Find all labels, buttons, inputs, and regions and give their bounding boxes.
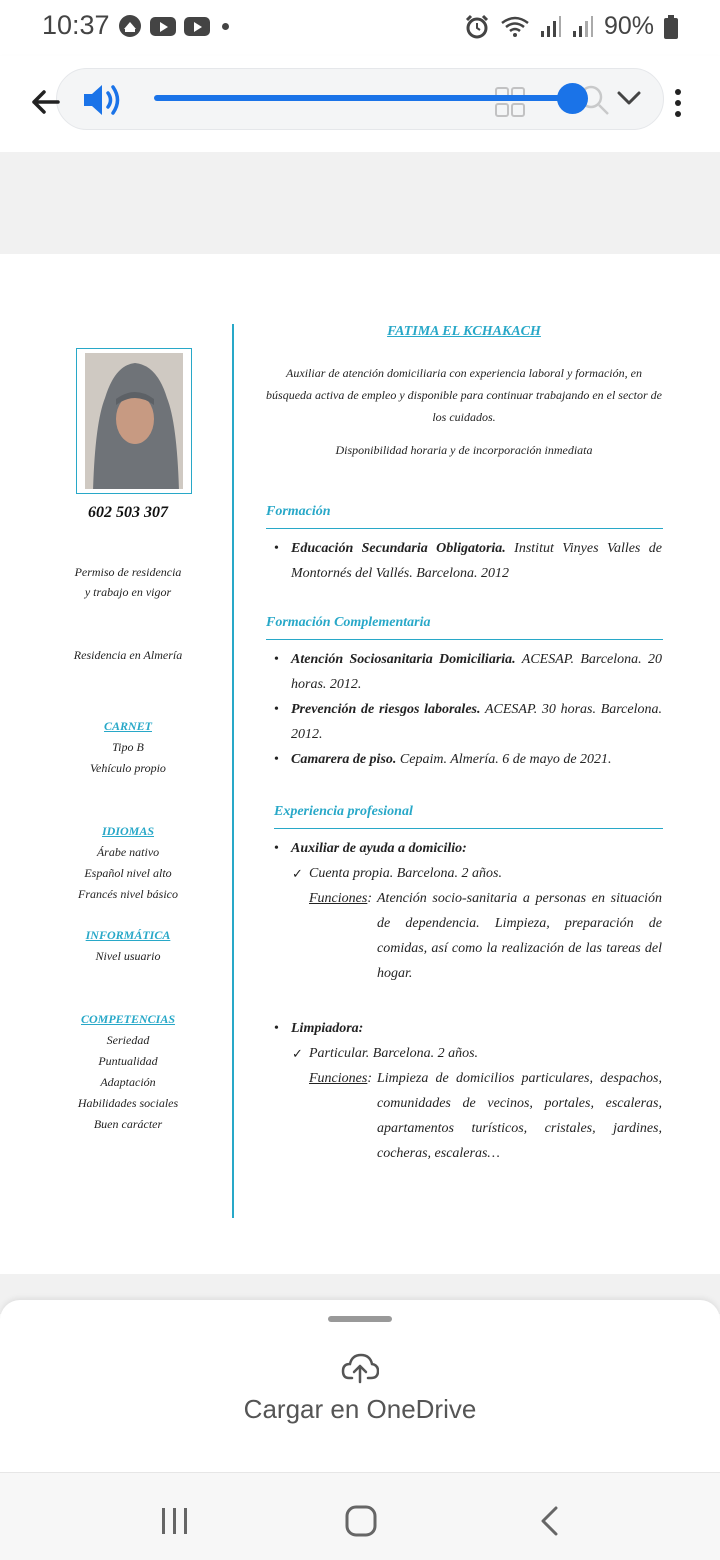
formacion-comp-list <box>274 647 662 772</box>
functions-text: Atención socio-sanitaria a personas en situación de dependencia. Limpieza, preparación de comidas, así como la realización de las tareas del hogar. <box>377 891 662 981</box>
viewer-background <box>0 152 720 254</box>
home-icon[interactable] <box>345 1505 377 1537</box>
cv-summary: Auxiliar de atención domiciliaria con experiencia laboral y formación, en búsqueda activa de empleo y disponible para continuar trabajando en el sector de los cuidados. <box>266 366 662 424</box>
competencia-item: Puntualidad <box>98 1054 158 1068</box>
volume-slider-track[interactable] <box>154 95 572 101</box>
carnet-item: Tipo B <box>112 740 144 754</box>
functions-label: Funciones <box>309 1071 368 1086</box>
cv-name: FATIMA EL KCHAKACH <box>387 324 541 339</box>
job-title: • Limpiadora: <box>274 1016 662 1041</box>
cv-availability: Disponibilidad horaria y de incorporación inmediata <box>335 443 593 457</box>
job-detail: ✓ Particular. Barcelona. 2 años. <box>274 1041 662 1066</box>
list-item: • Educación Secundaria Obligatoria. Institut Vinyes Valles de Montornés del Vallés. Barcelona. 2012 <box>274 536 662 586</box>
battery-icon <box>664 15 678 39</box>
cloud-upload-icon[interactable] <box>341 1352 379 1384</box>
informatica-section <box>40 925 216 967</box>
idiomas-section <box>40 821 216 905</box>
column-divider <box>232 324 234 1218</box>
more-options-icon[interactable] <box>672 88 684 118</box>
experiencia-heading: Experiencia profesional <box>274 804 663 829</box>
informatica-item: Nivel usuario <box>95 949 161 963</box>
cv-document <box>0 254 720 1274</box>
status-bar <box>0 0 720 56</box>
experiencia-list <box>274 836 662 1166</box>
idioma-item: Francés nivel básico <box>78 887 178 901</box>
residence: Residencia en Almería <box>73 648 183 662</box>
notification-icon <box>118 14 142 38</box>
competencia-item: Adaptación <box>100 1075 156 1089</box>
chevron-down-icon[interactable] <box>616 88 642 108</box>
upload-onedrive-button[interactable]: Cargar en OneDrive <box>243 1394 477 1424</box>
residence-permit <box>40 562 216 602</box>
permit-line-2: y trabajo en vigor <box>84 585 172 599</box>
carnet-section <box>40 716 216 779</box>
competencia-item: Buen carácter <box>93 1117 163 1131</box>
sheet-handle[interactable] <box>328 1316 392 1322</box>
recent-apps-icon[interactable] <box>160 1507 190 1535</box>
competencias-section <box>40 1009 216 1135</box>
list-item: • Camarera de piso. Cepaim. Almería. 6 de mayo de 2021. <box>274 747 662 772</box>
battery-percent: 90% <box>603 12 654 40</box>
list-item: • Prevención de riesgos laborales. ACESAP. 30 horas. Barcelona. 2012. <box>274 697 662 747</box>
informatica-heading: INFORMÁTICA <box>85 928 171 942</box>
formacion-list <box>274 536 662 586</box>
idioma-item: Español nivel alto <box>84 866 172 880</box>
back-arrow-icon[interactable] <box>28 84 64 120</box>
status-time: 10:37 <box>42 10 110 40</box>
competencia-item: Seriedad <box>106 1033 150 1047</box>
profile-photo <box>85 353 183 489</box>
navigation-bar <box>0 1472 720 1560</box>
competencia-item: Habilidades sociales <box>77 1096 179 1110</box>
youtube-icon <box>150 17 176 36</box>
grid-icon[interactable] <box>494 86 526 118</box>
functions-text: Limpieza de domicilios particulares, despachos, comunidades de vecinos, portales, escaleras, apartamentos turísticos, cristales, jardines, cocheras, escaleras… <box>377 1071 662 1161</box>
list-item: • Atención Sociosanitaria Domiciliaria. ACESAP. Barcelona. 20 horas. 2012. <box>274 647 662 697</box>
carnet-item: Vehículo propio <box>90 761 166 775</box>
idioma-item: Árabe nativo <box>96 845 160 859</box>
job-functions: Funciones: Atención socio-sanitaria a personas en situación de dependencia. Limpieza, preparación de comidas, así como la realización de las tareas del hogar. <box>309 886 662 986</box>
alarm-icon <box>464 14 490 40</box>
job-functions: Funciones: Limpieza de domicilios particulares, despachos, comunidades de vecinos, portales, escaleras, apartamentos turísticos, cristales, jardines, cocheras, escaleras… <box>309 1066 662 1166</box>
idiomas-heading: IDIOMAS <box>101 824 155 838</box>
signal-icon <box>572 15 594 39</box>
carnet-heading: CARNET <box>103 719 152 733</box>
dot-icon <box>222 23 229 30</box>
formacion-comp-heading: Formación Complementaria <box>266 615 663 640</box>
competencias-heading: COMPETENCIAS <box>80 1012 176 1026</box>
youtube-icon <box>184 17 210 36</box>
functions-label: Funciones <box>309 891 368 906</box>
phone-number: 602 503 307 <box>88 504 168 521</box>
formacion-heading: Formación <box>266 504 663 529</box>
signal-icon <box>540 15 562 39</box>
wifi-icon <box>500 15 530 39</box>
bottom-sheet <box>0 1300 720 1472</box>
permit-line-1: Permiso de residencia <box>74 565 182 579</box>
back-nav-icon[interactable] <box>538 1505 560 1537</box>
job-detail: ✓ Cuenta propia. Barcelona. 2 años. <box>274 861 662 886</box>
volume-icon[interactable] <box>82 82 122 118</box>
photo-frame <box>76 348 192 494</box>
volume-slider-thumb[interactable] <box>557 83 588 114</box>
job-title: • Auxiliar de ayuda a domicilio: <box>274 836 662 861</box>
toolbar <box>0 56 720 152</box>
